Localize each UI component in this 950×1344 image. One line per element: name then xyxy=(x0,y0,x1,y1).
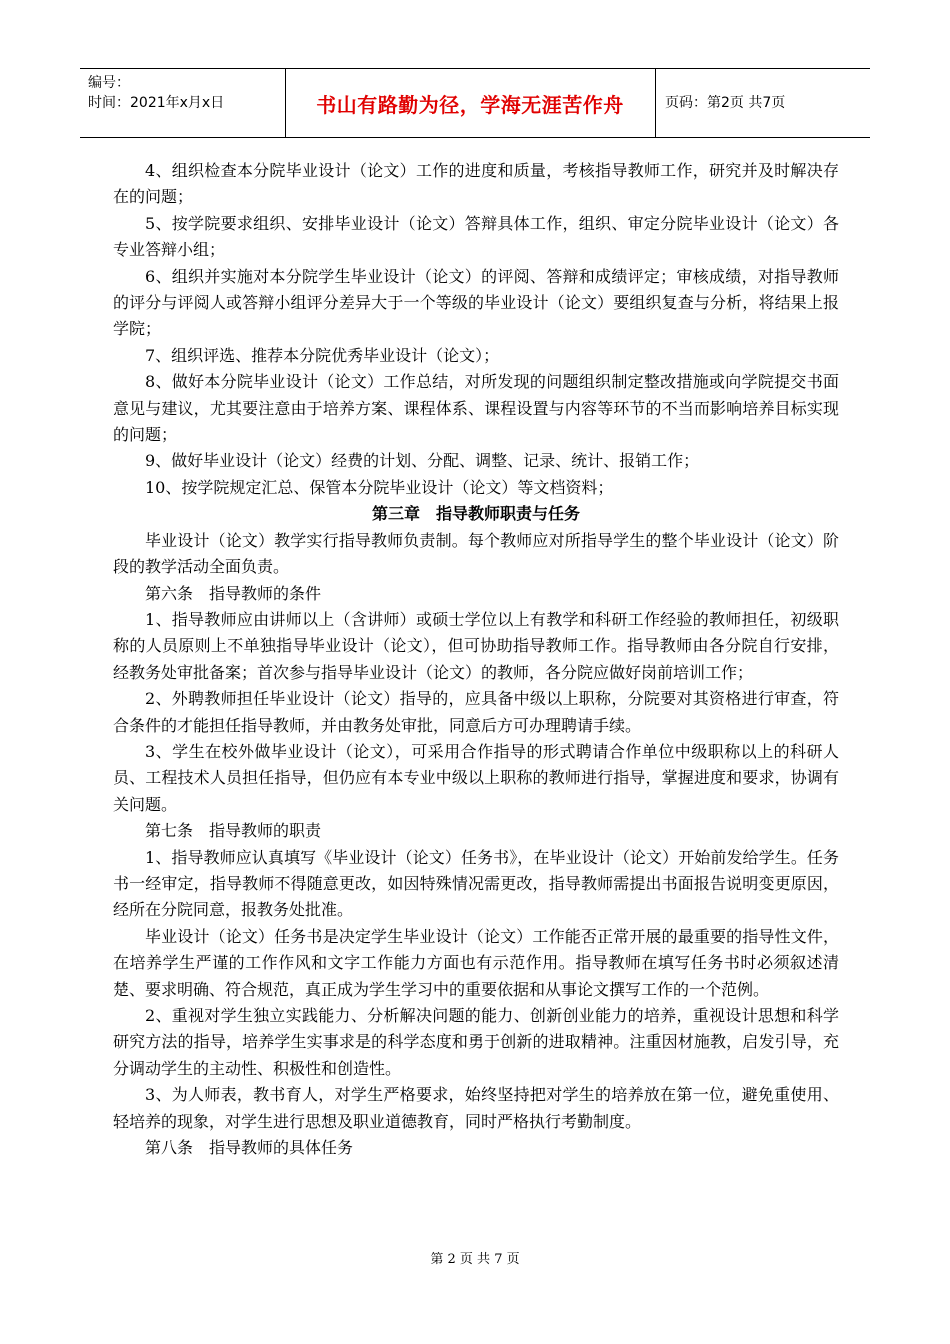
paragraph: 6、组织并实施对本分院学生毕业设计（论文）的评阅、答辩和成绩评定；审核成绩，对指导教师的评分与评阅人或答辩小组评分差异大于一个等级的毕业设计（论文）要组织复查与分析，将结果上报学院； xyxy=(113,266,839,339)
article-heading: 第八条 指导教师的具体任务 xyxy=(145,1138,354,1158)
paragraph: 3、学生在校外做毕业设计（论文），可采用合作指导的形式聘请合作单位中级职称以上的科研人员、工程技术人员担任指导，但仍应有本专业中级以上职称的教师进行指导，掌握进度和要求，协调有关问题。 xyxy=(113,741,839,814)
paragraph: 1、指导教师应由讲师以上（含讲师）或硕士学位以上有教学和科研工作经验的教师担任，初级职称的人员原则上不单独指导毕业设计（论文），但可协助指导教师工作。指导教师由各分院自行安排，经教务处审批备案；首次参与指导毕业设计（论文）的教师，各分院应做好岗前培训工作； xyxy=(113,609,839,682)
paragraph: 4、组织检查本分院毕业设计（论文）工作的进度和质量，考核指导教师工作，研究并及时解决存在的问题； xyxy=(113,161,839,207)
paragraph: 毕业设计（论文）教学实行指导教师负责制。每个教师应对所指导学生的整个毕业设计（论文）阶段的教学活动全面负责。 xyxy=(113,530,839,577)
article-heading: 第六条 指导教师的条件 xyxy=(145,583,322,603)
paragraph: 2、外聘教师担任毕业设计（论文）指导的，应具备中级以上职称，分院要对其资格进行审查，符合条件的才能担任指导教师，并由教务处审批，同意后方可办理聘请手续。 xyxy=(113,689,839,735)
paragraph: 2、重视对学生独立实践能力、分析解决问题的能力、创新创业能力的培养，重视设计思想和科学研究方法的指导，培养学生实事求是的科学态度和勇于创新的进取精神。注重因材施教，启发引导，充分调动学生的主动性、积极性和创造性。 xyxy=(113,1006,839,1078)
header-divider xyxy=(655,69,656,137)
paragraph: 8、做好本分院毕业设计（论文）工作总结，对所发现的问题组织制定整改措施或向学院提交书面意见与建议，尤其要注意由于培养方案、课程体系、课程设置与内容等环节的不当而影响培养目标实现的问题； xyxy=(113,372,839,445)
paragraph: 5、按学院要求组织、安排毕业设计（论文）答辩具体工作，组织、审定分院毕业设计（论文）各专业答辩小组； xyxy=(113,213,839,260)
paragraph: 3、为人师表，教书育人，对学生严格要求，始终坚持把对学生的培养放在第一位，避免重使用、轻培养的现象，对学生进行思想及职业道德教育，同时严格执行考勤制度。 xyxy=(113,1085,839,1131)
paragraph: 毕业设计（论文）任务书是决定学生毕业设计（论文）工作能否正常开展的最重要的指导性文件，在培养学生严谨的工作作风和文字工作能力方面也有示范作用。指导教师在填写任务书时必须叙述清楚、要求明确、符合规范，真正成为学生学习中的重要依据和从事论文撰写工作的一个范例。 xyxy=(113,926,839,999)
page-footer: 第 2 页 共 7 页 xyxy=(430,1252,520,1267)
header-page-number: 页码：第2页 共7页 xyxy=(665,95,786,111)
document-date-label: 时间：2021年x月x日 xyxy=(88,95,225,111)
paragraph: 1、指导教师应认真填写《毕业设计（论文）任务书》，在毕业设计（论文）开始前发给学生。任务书一经审定，指导教师不得随意更改，如因特殊情况需更改，指导教师需提出书面报告说明变更原因，经所在分院同意，报教务处批准。 xyxy=(113,847,839,920)
header-motto: 书山有路勤为径，学海无涯苦作舟 xyxy=(316,93,624,117)
header-meta xyxy=(88,73,288,113)
document-number-label: 编号： xyxy=(88,75,130,91)
paragraph: 10、按学院规定汇总、保管本分院毕业设计（论文）等文档资料； xyxy=(145,477,614,497)
article-heading: 第七条 指导教师的职责 xyxy=(145,821,322,841)
chapter-heading: 第三章 指导教师职责与任务 xyxy=(371,504,580,524)
paragraph: 7、组织评选、推荐本分院优秀毕业设计（论文）； xyxy=(145,345,500,365)
page-header xyxy=(80,68,870,138)
paragraph: 9、做好毕业设计（论文）经费的计划、分配、调整、记录、统计、报销工作； xyxy=(145,451,700,471)
document-body xyxy=(113,158,839,1161)
